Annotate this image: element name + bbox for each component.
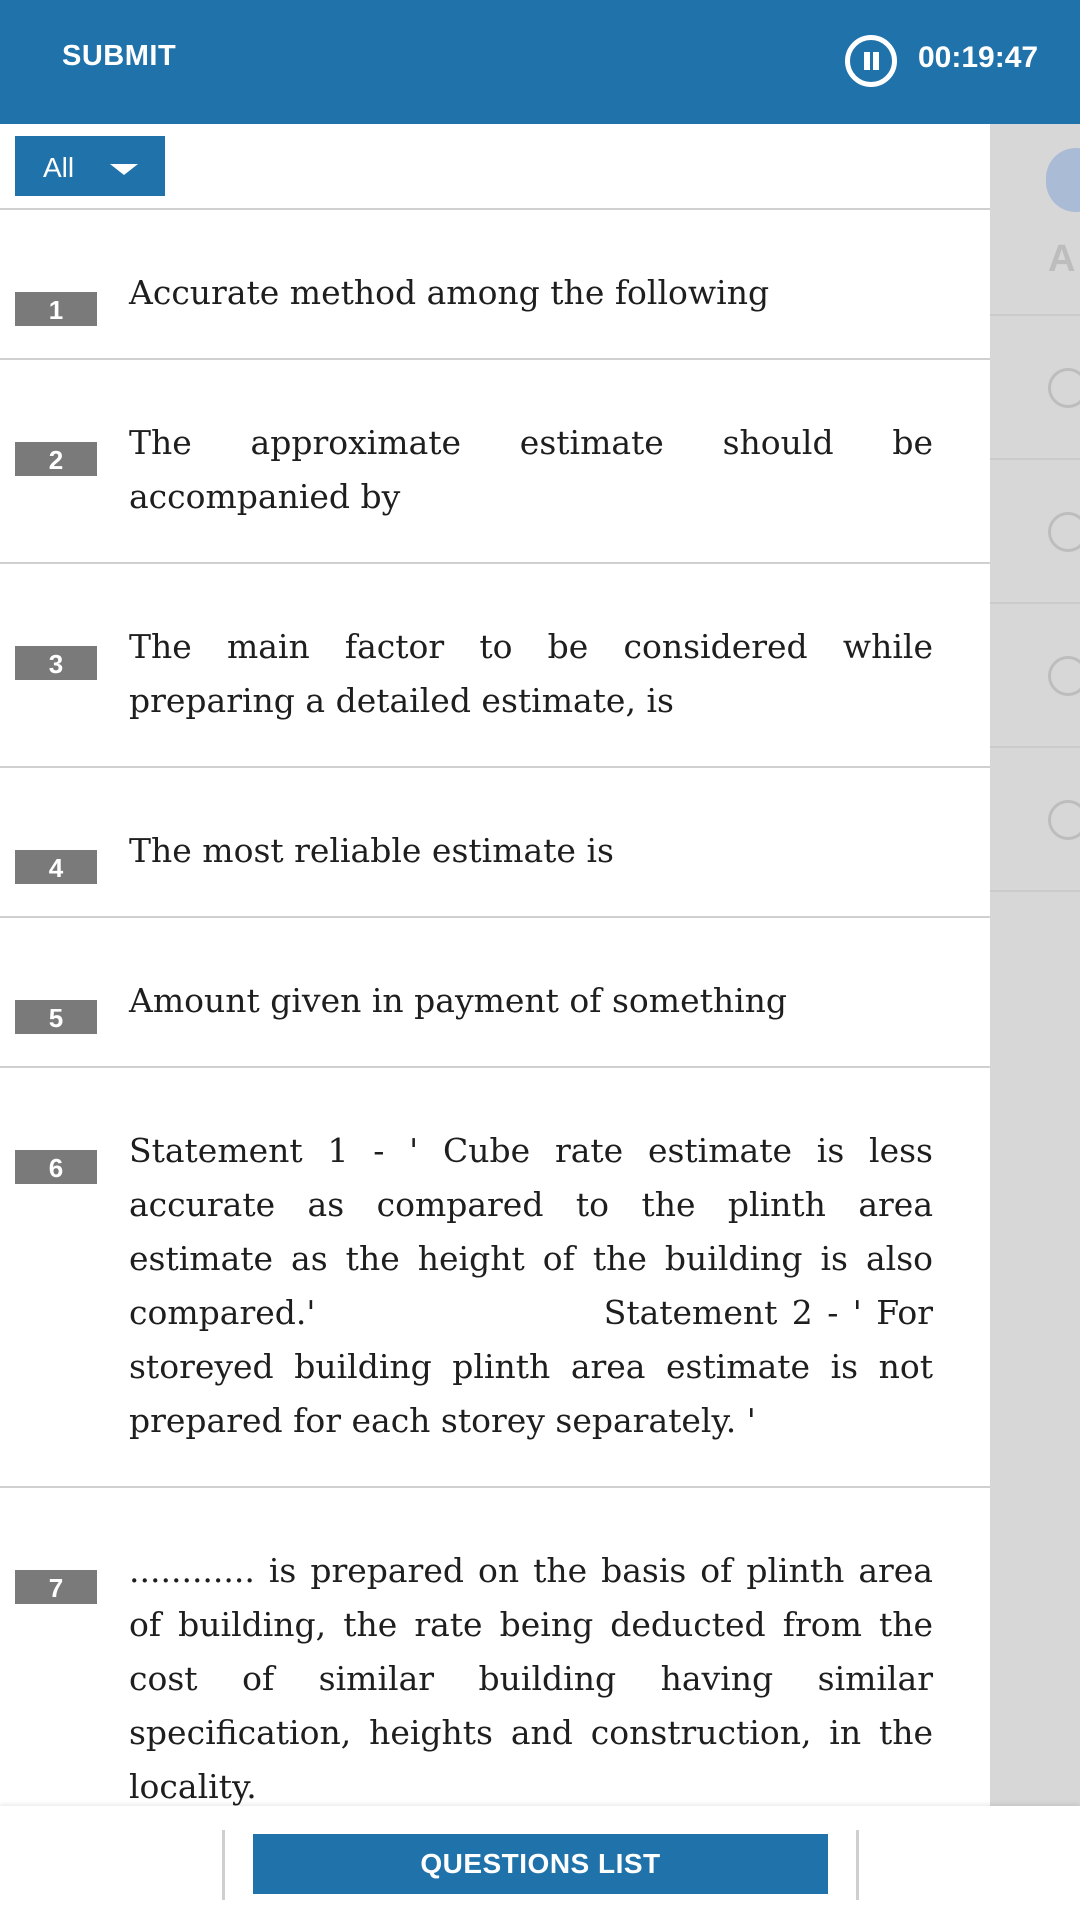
option-row[interactable] <box>990 458 1080 603</box>
question-number: 3 <box>15 646 97 680</box>
answer-pill <box>1046 148 1080 212</box>
option-row[interactable] <box>990 746 1080 891</box>
radio-icon[interactable] <box>1048 512 1080 552</box>
question-text: The approximate estimate should be accompanied by <box>129 423 933 516</box>
pause-icon[interactable] <box>845 35 897 87</box>
question-text: ............ is prepared on the basis of plinth area of building, the rate being deducted from the cost of similar building having similar specification, heights and construction, in the locality. <box>129 1551 933 1806</box>
submit-button[interactable]: SUBMIT <box>62 40 177 72</box>
filter-selected: All <box>43 152 75 183</box>
question-number: 7 <box>15 1570 97 1604</box>
divider <box>990 890 1080 894</box>
question-number: 2 <box>15 442 97 476</box>
question-text: Amount given in payment of something <box>129 981 788 1020</box>
question-text: Accurate method among the following <box>129 273 770 312</box>
radio-icon[interactable] <box>1048 368 1080 408</box>
question-item-5[interactable] <box>0 918 990 1068</box>
divider <box>222 1830 225 1900</box>
radio-icon[interactable] <box>1048 656 1080 696</box>
radio-icon[interactable] <box>1048 800 1080 840</box>
question-number: 4 <box>15 850 97 884</box>
question-number: 6 <box>15 1150 97 1184</box>
question-number: 1 <box>15 292 97 326</box>
filter-dropdown[interactable] <box>15 136 165 196</box>
question-item-3[interactable] <box>0 564 990 768</box>
answer-panel-edge <box>990 124 1080 1806</box>
answer-label-partial: A <box>1048 238 1076 280</box>
caret-down-icon <box>110 164 138 175</box>
question-item-2[interactable] <box>0 360 990 564</box>
divider <box>856 1830 859 1900</box>
question-item-6[interactable] <box>0 1068 990 1488</box>
timer: 00:19:47 <box>918 41 1039 74</box>
question-text: The most reliable estimate is <box>129 831 614 870</box>
bottom-bar <box>0 1806 1080 1920</box>
questions-list-button[interactable]: QUESTIONS LIST <box>253 1834 828 1894</box>
option-row[interactable] <box>990 314 1080 459</box>
top-bar <box>0 0 1080 124</box>
question-text: Statement 1 - ' Cube rate estimate is less accurate as compared to the plinth area estimate as the height of the building is also compared.' Statement 2 - ' For storeyed building plinth area estimate is not prepared for each storey separately. ' <box>129 1131 944 1440</box>
question-number: 5 <box>15 1000 97 1034</box>
question-item-1[interactable] <box>0 210 990 360</box>
option-row[interactable] <box>990 602 1080 747</box>
question-item-4[interactable] <box>0 768 990 918</box>
question-item-7[interactable] <box>0 1488 990 1806</box>
question-text: The main factor to be considered while preparing a detailed estimate, is <box>129 627 933 720</box>
questions-panel <box>0 124 990 1806</box>
